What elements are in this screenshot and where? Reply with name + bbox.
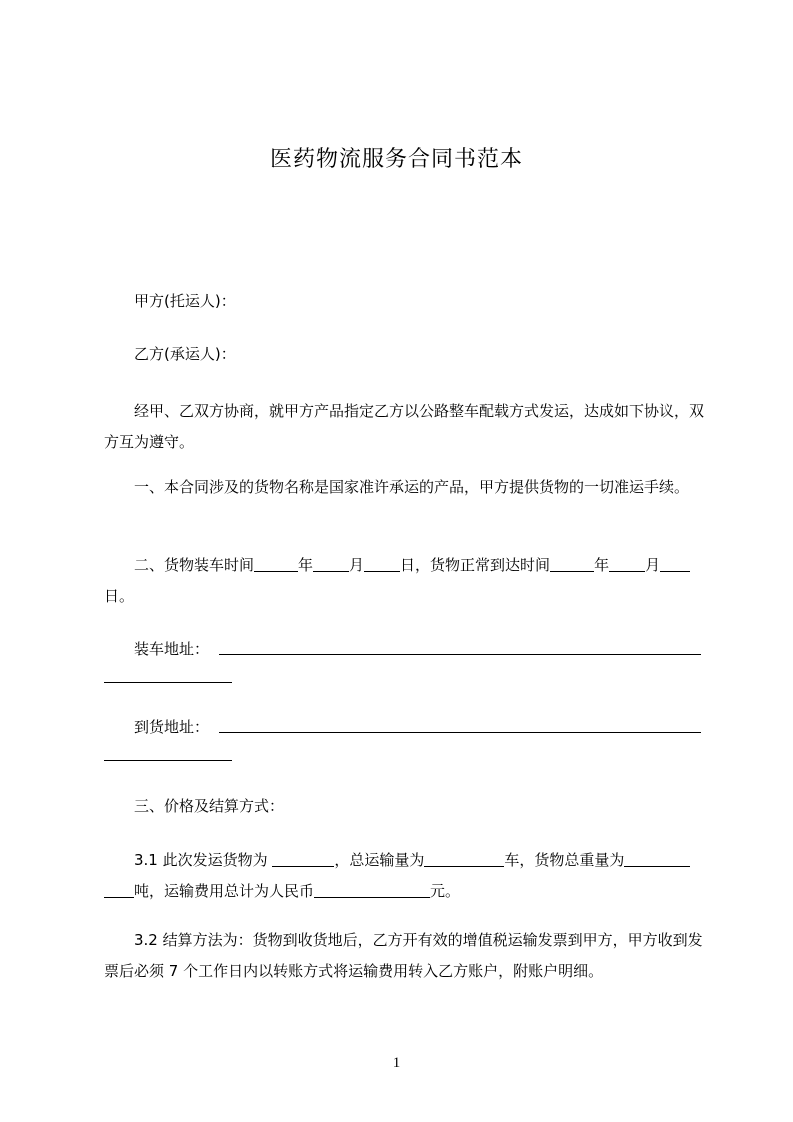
clause-3-1-tons: 吨，运输费用总计为人民币 xyxy=(134,882,315,900)
clause-3-1-yuan: 元。 xyxy=(430,882,461,900)
clause-3-2: 3.2 结算方法为：货物到收货地后，乙方开有效的增值税运输发票到甲方，甲方收到发票后必须 7 个工作日内以转账方式将运输费用转入乙方账户，附账户明细。 xyxy=(104,931,703,980)
arrival-month-blank[interactable] xyxy=(609,555,645,572)
loading-address-blank-line2[interactable] xyxy=(104,681,232,683)
fee-blank[interactable] xyxy=(314,881,430,898)
clause-2-year1: 年 xyxy=(298,556,314,574)
clause-2-year2: 年 xyxy=(594,556,610,574)
intro-paragraph: 经甲、乙双方协商，就甲方产品指定乙方以公路整车配载方式发运，达成如下协议，双方互为遵守。 xyxy=(104,402,705,451)
clause-2-day2: 日。 xyxy=(104,587,135,605)
volume-blank[interactable] xyxy=(424,850,504,867)
clause-1: 一、本合同涉及的货物名称是国家准许承运的产品，甲方提供货物的一切准运手续。 xyxy=(134,478,690,496)
clause-2-month2: 月 xyxy=(645,556,661,574)
load-month-blank[interactable] xyxy=(313,555,349,572)
clause-3: 三、价格及结算方式： xyxy=(134,797,285,815)
arrival-address-blank-line1[interactable] xyxy=(219,731,701,733)
clause-2-day1: 日，货物正常到达时间 xyxy=(400,556,551,574)
clause-2-prefix: 二、货物装车时间 xyxy=(134,556,255,574)
clause-2 xyxy=(104,550,704,612)
weight-blank-continued[interactable] xyxy=(104,881,134,898)
goods-blank[interactable] xyxy=(272,850,334,867)
clause-2-month1: 月 xyxy=(349,556,365,574)
arrival-year-blank[interactable] xyxy=(550,555,594,572)
party-b-line: 乙方(承运人)： xyxy=(134,345,236,363)
arrival-address-blank-line2[interactable] xyxy=(104,759,232,761)
clause-3-1-prefix: 3.1 此次发运货物为 xyxy=(134,851,268,869)
clause-3-1-cars: 车，货物总重量为 xyxy=(504,851,625,869)
party-a-line: 甲方(托运人)： xyxy=(134,292,236,310)
clause-3-1 xyxy=(104,845,704,907)
loading-address-label: 装车地址： xyxy=(134,640,210,658)
load-year-blank[interactable] xyxy=(254,555,298,572)
loading-address-blank-line1[interactable] xyxy=(219,653,701,655)
clause-3-1-volume: ，总运输量为 xyxy=(334,851,425,869)
page-number: 1 xyxy=(392,1055,401,1071)
arrival-address-label: 到货地址： xyxy=(134,718,210,736)
weight-blank[interactable] xyxy=(624,850,690,867)
arrival-day-blank[interactable] xyxy=(660,555,690,572)
load-day-blank[interactable] xyxy=(364,555,400,572)
document-title: 医药物流服务合同书范本 xyxy=(269,147,523,172)
